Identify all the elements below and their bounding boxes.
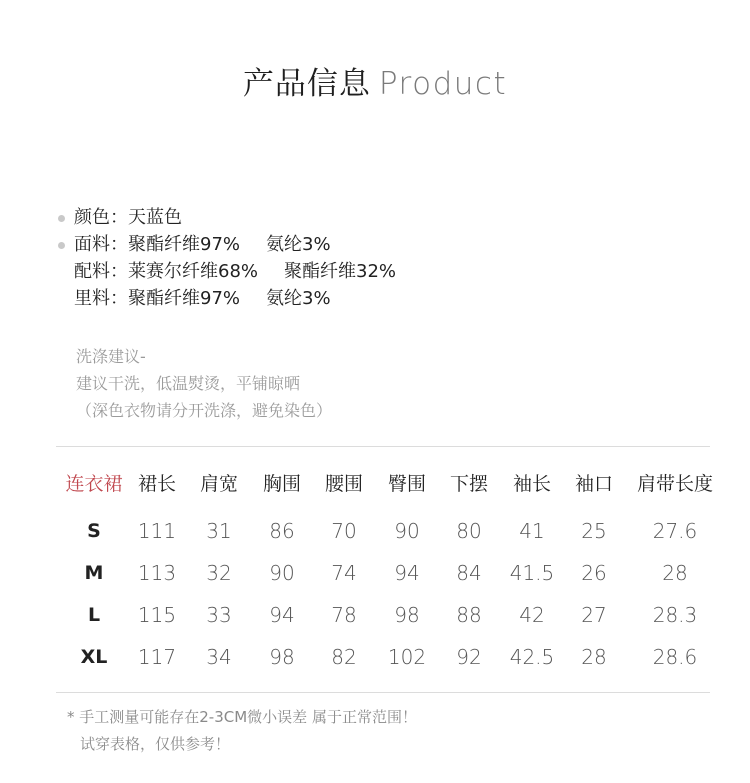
wash-advice: [76, 343, 332, 424]
spec-text: 里料：聚酯纤维97%: [74, 288, 241, 309]
page-title: [0, 58, 750, 103]
size-label: L: [87, 604, 101, 626]
table-cell: 111: [137, 519, 177, 543]
table-cell: 113: [137, 561, 177, 585]
column-header: 肩带长度: [636, 473, 714, 495]
table-cell: 88: [456, 603, 482, 627]
note-line-1: * 手工测量可能存在2-3CM微小误差 属于正常范围！: [67, 708, 417, 726]
table-cell: 25: [581, 519, 607, 543]
wash-line-1: 建议干洗，低温熨烫，平铺晾晒: [76, 374, 301, 393]
note-line-2: 试穿表格，仅供参考！: [80, 735, 231, 753]
table-cell: 84: [456, 561, 482, 585]
wash-line-2: （深色衣物请分开洗涤，避免染色）: [76, 401, 333, 420]
column-header: 袖长: [512, 473, 552, 495]
table-cell: 74: [331, 561, 357, 585]
table-cell: 86: [269, 519, 295, 543]
table-cell: 70: [331, 519, 357, 543]
table-cell: 28.6: [652, 645, 698, 669]
table-cell: 41.5: [509, 561, 555, 585]
spec-line: [74, 204, 396, 231]
wash-heading: 洗涤建议-: [76, 347, 146, 366]
size-label: M: [84, 562, 104, 584]
table-cell: 98: [394, 603, 420, 627]
column-header: 下摆: [449, 473, 489, 495]
bullet-dot-icon: [58, 242, 65, 249]
table-cell: 34: [206, 645, 232, 669]
title-english: Product: [378, 66, 508, 102]
divider-top: [56, 446, 710, 447]
spec-list: [74, 204, 396, 312]
divider-bottom: [56, 692, 710, 693]
table-cell: 42: [519, 603, 545, 627]
table-cell: 98: [269, 645, 295, 669]
table-cell: 90: [269, 561, 295, 585]
column-header: 胸围: [262, 473, 302, 495]
measurement-note: [67, 704, 417, 758]
column-header: 肩宽: [199, 473, 239, 495]
table-cell: 42.5: [509, 645, 555, 669]
table-cell: 115: [137, 603, 177, 627]
table-cell: 92: [456, 645, 482, 669]
table-cell: 28.3: [652, 603, 698, 627]
table-cell: 90: [394, 519, 420, 543]
table-cell: 80: [456, 519, 482, 543]
table-cell: 102: [387, 645, 427, 669]
size-label: XL: [80, 646, 108, 668]
table-cell: 94: [394, 561, 420, 585]
table-cell: 32: [206, 561, 232, 585]
spec-line: [74, 231, 396, 258]
spec-extra: 聚酯纤维32%: [284, 261, 397, 282]
table-cell: 28: [662, 561, 688, 585]
spec-text: 配料：莱赛尔纤维68%: [74, 261, 259, 282]
bullet-dot-icon: [58, 215, 65, 222]
table-cell: 27.6: [652, 519, 698, 543]
spec-line: [74, 285, 396, 312]
spec-line: [74, 258, 396, 285]
title-chinese: 产品信息: [242, 66, 371, 102]
size-label: S: [87, 520, 101, 542]
column-header: 袖口: [574, 473, 614, 495]
column-header: 臀围: [387, 473, 427, 495]
table-cell: 26: [581, 561, 607, 585]
column-header: 腰围: [324, 473, 364, 495]
spec-text: 面料：聚酯纤维97%: [74, 234, 241, 255]
table-cell: 41: [519, 519, 545, 543]
table-cell: 82: [331, 645, 357, 669]
spec-text: 颜色：天蓝色: [74, 207, 182, 228]
table-cell: 94: [269, 603, 295, 627]
table-cell: 31: [206, 519, 232, 543]
table-cell: 33: [206, 603, 232, 627]
spec-extra: 氨纶3%: [266, 288, 331, 309]
table-cell: 28: [581, 645, 607, 669]
column-header: 裙长: [137, 473, 177, 495]
category-label: 连衣裙: [65, 473, 123, 495]
table-cell: 117: [137, 645, 177, 669]
table-cell: 78: [331, 603, 357, 627]
table-cell: 27: [581, 603, 607, 627]
spec-extra: 氨纶3%: [266, 234, 331, 255]
